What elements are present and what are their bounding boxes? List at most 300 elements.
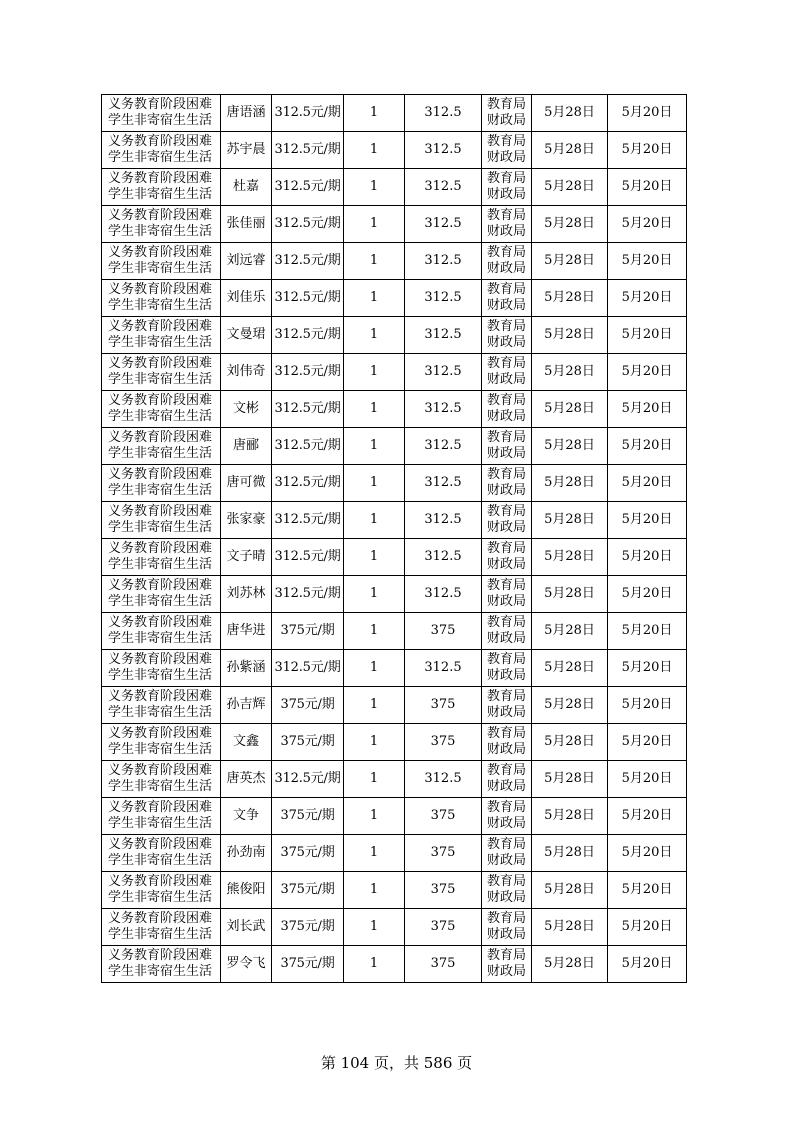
project-line-1: 义务教育阶段困难 [108,911,213,926]
date2-cell: 5月20日 [608,132,687,169]
amount-cell: 375 [405,798,482,835]
amount-cell: 375 [405,613,482,650]
project-line-2: 学生非寄宿生生活 [108,557,213,572]
quantity-cell: 1 [344,317,405,354]
amount-cell: 312.5 [405,169,482,206]
amount-cell: 312.5 [405,650,482,687]
amount-cell: 312.5 [405,280,482,317]
quantity-cell: 1 [344,650,405,687]
date2-cell: 5月20日 [608,243,687,280]
department-cell [482,946,532,983]
table-row [102,946,687,983]
table-row [102,280,687,317]
table-row [102,132,687,169]
department-line-1: 教育局 [486,504,526,519]
project-cell [102,909,221,946]
date2-cell: 5月20日 [608,354,687,391]
project-line-2: 学生非寄宿生生活 [108,631,213,646]
name-cell: 文争 [221,798,272,835]
date1-cell: 5月28日 [532,576,608,613]
department-line-1: 教育局 [486,837,526,852]
department-line-1: 教育局 [486,467,526,482]
name-cell: 文鑫 [221,724,272,761]
project-line-2: 学生非寄宿生生活 [108,927,213,942]
table-row [102,354,687,391]
date1-cell: 5月28日 [532,687,608,724]
date1-cell: 5月28日 [532,613,608,650]
date2-cell: 5月20日 [608,95,687,132]
project-line-1: 义务教育阶段困难 [108,467,213,482]
date2-cell: 5月20日 [608,724,687,761]
quantity-cell: 1 [344,391,405,428]
date2-cell: 5月20日 [608,169,687,206]
name-cell: 文子晴 [221,539,272,576]
name-cell: 杜嘉 [221,169,272,206]
amount-cell: 312.5 [405,354,482,391]
project-line-1: 义务教育阶段困难 [108,430,213,445]
date1-cell: 5月28日 [532,428,608,465]
standard-cell: 312.5元/期 [272,280,344,317]
date1-cell: 5月28日 [532,206,608,243]
project-line-1: 义务教育阶段困难 [108,282,213,297]
project-line-2: 学生非寄宿生生活 [108,187,213,202]
name-cell: 唐华进 [221,613,272,650]
department-cell [482,835,532,872]
standard-cell: 312.5元/期 [272,539,344,576]
table-row [102,613,687,650]
project-cell [102,465,221,502]
date1-cell: 5月28日 [532,465,608,502]
date2-cell: 5月20日 [608,872,687,909]
name-cell: 张家豪 [221,502,272,539]
name-cell: 刘佳乐 [221,280,272,317]
department-cell [482,243,532,280]
project-cell [102,798,221,835]
name-cell: 刘伟奇 [221,354,272,391]
amount-cell: 312.5 [405,391,482,428]
amount-cell: 312.5 [405,539,482,576]
project-cell [102,132,221,169]
project-line-1: 义务教育阶段困难 [108,837,213,852]
date1-cell: 5月28日 [532,798,608,835]
amount-cell: 312.5 [405,243,482,280]
page-footer: 第 104 页，共 586 页 [320,1054,473,1072]
project-cell [102,280,221,317]
amount-cell: 312.5 [405,576,482,613]
department-line-1: 教育局 [486,726,526,741]
project-line-1: 义务教育阶段困难 [108,578,213,593]
project-line-1: 义务教育阶段困难 [108,726,213,741]
date2-cell: 5月20日 [608,465,687,502]
name-cell: 罗令飞 [221,946,272,983]
department-cell [482,613,532,650]
name-cell: 文彬 [221,391,272,428]
project-line-2: 学生非寄宿生生活 [108,594,213,609]
name-cell: 唐英杰 [221,761,272,798]
amount-cell: 375 [405,909,482,946]
department-line-2: 财政局 [486,705,526,720]
project-line-2: 学生非寄宿生生活 [108,483,213,498]
standard-cell: 375元/期 [272,687,344,724]
project-cell [102,169,221,206]
amount-cell: 312.5 [405,502,482,539]
amount-cell: 312.5 [405,761,482,798]
standard-cell: 312.5元/期 [272,354,344,391]
standard-cell: 312.5元/期 [272,576,344,613]
department-line-1: 教育局 [486,800,526,815]
department-cell [482,687,532,724]
project-line-1: 义务教育阶段困难 [108,948,213,963]
project-line-1: 义务教育阶段困难 [108,652,213,667]
table-row [102,798,687,835]
date2-cell: 5月20日 [608,650,687,687]
department-line-2: 财政局 [486,631,526,646]
quantity-cell: 1 [344,354,405,391]
department-line-2: 财政局 [486,409,526,424]
quantity-cell: 1 [344,206,405,243]
project-line-1: 义务教育阶段困难 [108,689,213,704]
table-row [102,169,687,206]
standard-cell: 312.5元/期 [272,206,344,243]
date1-cell: 5月28日 [532,872,608,909]
department-line-2: 财政局 [486,520,526,535]
date2-cell: 5月20日 [608,502,687,539]
quantity-cell: 1 [344,798,405,835]
name-cell: 苏宇晨 [221,132,272,169]
department-line-1: 教育局 [486,393,526,408]
quantity-cell: 1 [344,169,405,206]
department-cell [482,539,532,576]
project-line-1: 义务教育阶段困难 [108,356,213,371]
department-cell [482,576,532,613]
project-line-2: 学生非寄宿生生活 [108,372,213,387]
quantity-cell: 1 [344,539,405,576]
project-cell [102,95,221,132]
quantity-cell: 1 [344,465,405,502]
date2-cell: 5月20日 [608,798,687,835]
project-line-1: 义务教育阶段困难 [108,615,213,630]
department-cell [482,428,532,465]
department-line-1: 教育局 [486,134,526,149]
department-line-1: 教育局 [486,282,526,297]
amount-cell: 312.5 [405,95,482,132]
project-line-1: 义务教育阶段困难 [108,763,213,778]
project-line-2: 学生非寄宿生生活 [108,742,213,757]
department-line-1: 教育局 [486,356,526,371]
department-cell [482,798,532,835]
quantity-cell: 1 [344,613,405,650]
department-line-1: 教育局 [486,208,526,223]
table-row [102,872,687,909]
project-cell [102,946,221,983]
amount-cell: 312.5 [405,206,482,243]
date1-cell: 5月28日 [532,391,608,428]
department-line-1: 教育局 [486,763,526,778]
table-row [102,761,687,798]
table-row [102,650,687,687]
project-cell [102,502,221,539]
project-line-2: 学生非寄宿生生活 [108,261,213,276]
date2-cell: 5月20日 [608,687,687,724]
date2-cell: 5月20日 [608,280,687,317]
date1-cell: 5月28日 [532,280,608,317]
standard-cell: 312.5元/期 [272,465,344,502]
project-cell [102,687,221,724]
date2-cell: 5月20日 [608,613,687,650]
date2-cell: 5月20日 [608,761,687,798]
department-line-2: 财政局 [486,335,526,350]
project-cell [102,576,221,613]
date1-cell: 5月28日 [532,317,608,354]
department-cell [482,724,532,761]
department-line-2: 财政局 [486,446,526,461]
date1-cell: 5月28日 [532,169,608,206]
department-cell [482,872,532,909]
date2-cell: 5月20日 [608,576,687,613]
table-row [102,687,687,724]
table-row [102,317,687,354]
amount-cell: 375 [405,687,482,724]
department-cell [482,650,532,687]
project-cell [102,539,221,576]
department-line-2: 财政局 [486,113,526,128]
date1-cell: 5月28日 [532,132,608,169]
amount-cell: 312.5 [405,428,482,465]
table-row [102,206,687,243]
department-line-2: 财政局 [486,483,526,498]
date1-cell: 5月28日 [532,539,608,576]
amount-cell: 375 [405,835,482,872]
project-cell [102,243,221,280]
standard-cell: 312.5元/期 [272,428,344,465]
project-line-2: 学生非寄宿生生活 [108,113,213,128]
department-line-1: 教育局 [486,430,526,445]
date1-cell: 5月28日 [532,650,608,687]
date2-cell: 5月20日 [608,206,687,243]
name-cell: 刘长武 [221,909,272,946]
quantity-cell: 1 [344,132,405,169]
quantity-cell: 1 [344,428,405,465]
project-cell [102,428,221,465]
project-line-2: 学生非寄宿生生活 [108,335,213,350]
date1-cell: 5月28日 [532,354,608,391]
department-line-2: 财政局 [486,187,526,202]
department-cell [482,465,532,502]
table-row [102,243,687,280]
amount-cell: 312.5 [405,317,482,354]
quantity-cell: 1 [344,761,405,798]
project-line-2: 学生非寄宿生生活 [108,150,213,165]
standard-cell: 312.5元/期 [272,169,344,206]
project-cell [102,724,221,761]
table-row [102,576,687,613]
data-table [101,94,687,983]
department-line-1: 教育局 [486,171,526,186]
quantity-cell: 1 [344,724,405,761]
department-line-1: 教育局 [486,319,526,334]
department-line-1: 教育局 [486,615,526,630]
date1-cell: 5月28日 [532,909,608,946]
standard-cell: 312.5元/期 [272,391,344,428]
department-cell [482,206,532,243]
standard-cell: 312.5元/期 [272,502,344,539]
standard-cell: 375元/期 [272,835,344,872]
department-line-1: 教育局 [486,245,526,260]
standard-cell: 312.5元/期 [272,243,344,280]
quantity-cell: 1 [344,687,405,724]
department-line-2: 财政局 [486,742,526,757]
project-line-1: 义务教育阶段困难 [108,393,213,408]
date1-cell: 5月28日 [532,946,608,983]
name-cell: 孙劲南 [221,835,272,872]
project-line-2: 学生非寄宿生生活 [108,446,213,461]
name-cell: 孙紫涵 [221,650,272,687]
project-cell [102,761,221,798]
table-row [102,724,687,761]
standard-cell: 375元/期 [272,946,344,983]
department-cell [482,761,532,798]
department-cell [482,502,532,539]
date2-cell: 5月20日 [608,391,687,428]
standard-cell: 375元/期 [272,872,344,909]
name-cell: 唐语涵 [221,95,272,132]
department-line-2: 财政局 [486,816,526,831]
name-cell: 刘远睿 [221,243,272,280]
date1-cell: 5月28日 [532,502,608,539]
date2-cell: 5月20日 [608,317,687,354]
standard-cell: 312.5元/期 [272,95,344,132]
standard-cell: 312.5元/期 [272,761,344,798]
department-cell [482,317,532,354]
project-cell [102,317,221,354]
quantity-cell: 1 [344,243,405,280]
department-line-1: 教育局 [486,948,526,963]
department-cell [482,354,532,391]
project-cell [102,391,221,428]
amount-cell: 375 [405,872,482,909]
project-cell [102,835,221,872]
department-line-2: 财政局 [486,557,526,572]
standard-cell: 375元/期 [272,909,344,946]
table-row [102,465,687,502]
date1-cell: 5月28日 [532,761,608,798]
project-line-2: 学生非寄宿生生活 [108,409,213,424]
date1-cell: 5月28日 [532,95,608,132]
project-line-2: 学生非寄宿生生活 [108,224,213,239]
amount-cell: 312.5 [405,465,482,502]
project-line-2: 学生非寄宿生生活 [108,520,213,535]
quantity-cell: 1 [344,502,405,539]
standard-cell: 312.5元/期 [272,650,344,687]
department-cell [482,169,532,206]
table-row [102,539,687,576]
project-line-1: 义务教育阶段困难 [108,874,213,889]
department-cell [482,280,532,317]
project-line-2: 学生非寄宿生生活 [108,779,213,794]
date2-cell: 5月20日 [608,539,687,576]
department-line-2: 财政局 [486,150,526,165]
department-line-2: 财政局 [486,298,526,313]
department-line-2: 财政局 [486,261,526,276]
amount-cell: 375 [405,724,482,761]
quantity-cell: 1 [344,872,405,909]
name-cell: 唐郦 [221,428,272,465]
department-line-1: 教育局 [486,578,526,593]
standard-cell: 375元/期 [272,613,344,650]
date2-cell: 5月20日 [608,835,687,872]
project-cell [102,206,221,243]
project-line-1: 义务教育阶段困难 [108,208,213,223]
department-line-2: 财政局 [486,224,526,239]
project-line-1: 义务教育阶段困难 [108,319,213,334]
project-line-2: 学生非寄宿生生活 [108,964,213,979]
quantity-cell: 1 [344,280,405,317]
project-line-1: 义务教育阶段困难 [108,97,213,112]
date2-cell: 5月20日 [608,909,687,946]
department-line-2: 财政局 [486,594,526,609]
department-line-1: 教育局 [486,689,526,704]
amount-cell: 375 [405,946,482,983]
department-line-2: 财政局 [486,668,526,683]
amount-cell: 312.5 [405,132,482,169]
department-cell [482,391,532,428]
name-cell: 熊俊阳 [221,872,272,909]
department-line-2: 财政局 [486,890,526,905]
project-line-1: 义务教育阶段困难 [108,171,213,186]
table-row [102,391,687,428]
department-line-2: 财政局 [486,964,526,979]
table-row [102,502,687,539]
department-cell [482,909,532,946]
project-line-1: 义务教育阶段困难 [108,541,213,556]
standard-cell: 375元/期 [272,724,344,761]
name-cell: 张佳丽 [221,206,272,243]
project-line-2: 学生非寄宿生生活 [108,816,213,831]
project-line-2: 学生非寄宿生生活 [108,853,213,868]
project-line-1: 义务教育阶段困难 [108,800,213,815]
project-line-2: 学生非寄宿生生活 [108,890,213,905]
project-cell [102,354,221,391]
department-line-2: 财政局 [486,853,526,868]
project-cell [102,650,221,687]
date1-cell: 5月28日 [532,243,608,280]
quantity-cell: 1 [344,946,405,983]
project-line-1: 义务教育阶段困难 [108,504,213,519]
date1-cell: 5月28日 [532,835,608,872]
date2-cell: 5月20日 [608,946,687,983]
date2-cell: 5月20日 [608,428,687,465]
standard-cell: 375元/期 [272,798,344,835]
table-body [102,95,687,983]
name-cell: 刘苏林 [221,576,272,613]
name-cell: 唐可微 [221,465,272,502]
department-line-1: 教育局 [486,652,526,667]
project-line-1: 义务教育阶段困难 [108,134,213,149]
department-line-2: 财政局 [486,779,526,794]
department-line-2: 财政局 [486,927,526,942]
project-cell [102,613,221,650]
quantity-cell: 1 [344,95,405,132]
department-line-1: 教育局 [486,874,526,889]
table-row [102,95,687,132]
table-row [102,909,687,946]
table-row [102,428,687,465]
standard-cell: 312.5元/期 [272,132,344,169]
quantity-cell: 1 [344,576,405,613]
project-cell [102,872,221,909]
name-cell: 文曼珺 [221,317,272,354]
department-line-1: 教育局 [486,97,526,112]
